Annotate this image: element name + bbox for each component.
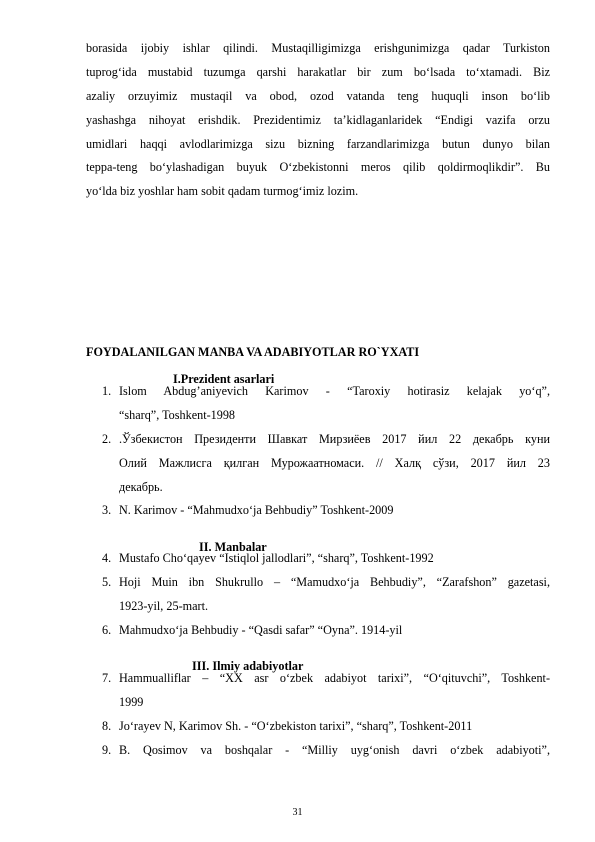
- body-paragraph: [86, 37, 550, 204]
- item-line: Islom Abdug’aniyevich Karimov - “Taroxiy hotirasiz kelajak yo‘q”,: [119, 384, 550, 398]
- item-number: 7.: [102, 671, 112, 685]
- item-line: Hammualliflar – “XX asr o‘zbek adabiyot tarixi”, “O‘qituvchi”, Toshkent-: [119, 671, 550, 685]
- item-number: 5.: [102, 575, 112, 589]
- item-line: Олий Мажлисга қилган Мурожаатномаси. // Халқ сўзи, 2017 йил 23: [119, 455, 550, 470]
- item-number: 4.: [102, 551, 112, 565]
- item-line: B. Qosimov va boshqalar - “Milliy uyg‘onish davri o‘zbek adabiyoti”,: [119, 743, 550, 757]
- item-number: 2.: [102, 432, 112, 446]
- section-heading-sources: II. Manbalar: [199, 540, 267, 554]
- item-line: 1923-yil, 25-mart.: [119, 598, 209, 613]
- item-number: 3.: [102, 503, 112, 517]
- section-heading-scientific: III. Ilmiy adabiyotlar: [192, 659, 304, 673]
- item-line: N. Karimov - “Mahmudxo‘ja Behbudiy” Toshkent-2009: [119, 503, 394, 517]
- item-line: 1999: [119, 694, 144, 709]
- item-line: Mustafo Cho‘qayev “Istiqlol jallodlari”, “sharq”, Toshkent-1992: [119, 551, 434, 565]
- item-line: декабрь.: [119, 479, 163, 494]
- paragraph-line: umidlari haqqi avlodlarimizga sizu bizning farzandlarimizga butun dunyo bilan: [86, 136, 550, 151]
- paragraph-line: yo‘lda biz yoshlar ham sobit qadam turmog‘imiz lozim.: [86, 184, 359, 199]
- item-line: Jo‘rayev N, Karimov Sh. - “O‘zbekiston tarixi”, “sharq”, Toshkent-2011: [119, 719, 473, 733]
- page-number: 31: [292, 807, 303, 818]
- section-heading-president: I.Prezident asarlari: [173, 372, 275, 386]
- bibliography-heading: FOYDALANILGAN MANBA VA ADABIYOTLAR RO`YXATI: [86, 345, 420, 359]
- item-line: .Ўзбекистон Президенти Шавкат Мирзиёев 2017 йил 22 декабрь куни: [119, 432, 550, 446]
- item-number: 1.: [102, 384, 112, 398]
- item-line: Mahmudxo‘ja Behbudiy - “Qasdi safar” “Oyna”. 1914-yil: [119, 623, 403, 637]
- paragraph-line: yashashga nihoyat erishdik. Prezidentimiz ta’kidlaganlaridek “Endigi vazifa orzu: [86, 112, 550, 127]
- item-line: Hoji Muin ibn Shukrullo – “Mamudxo‘ja Behbudiy”, “Zarafshon” gazetasi,: [119, 575, 550, 589]
- paragraph-line: azaliy orzuyimiz mustaqil va obod, ozod vatanda teng huquqli inson bo‘lib: [86, 88, 550, 103]
- paragraph-line: tuprog‘ida mustabid tuzumga qarshi harakatlar bir zum bo‘lsada to‘xtamadi. Biz: [86, 64, 550, 79]
- paragraph-line: borasida ijobiy ishlar qilindi. Mustaqilligimizga erishgunimizga qadar Turkiston: [86, 41, 550, 55]
- paragraph-line: teppa-teng bo‘ylashadigan buyuk O‘zbekistonni meros qilib qoldirmoqlikdir”. Bu: [86, 160, 550, 175]
- item-number: 8.: [102, 719, 112, 733]
- item-number: 6.: [102, 623, 112, 637]
- item-number: 9.: [102, 743, 112, 757]
- item-line: “sharq”, Toshkent-1998: [119, 407, 236, 422]
